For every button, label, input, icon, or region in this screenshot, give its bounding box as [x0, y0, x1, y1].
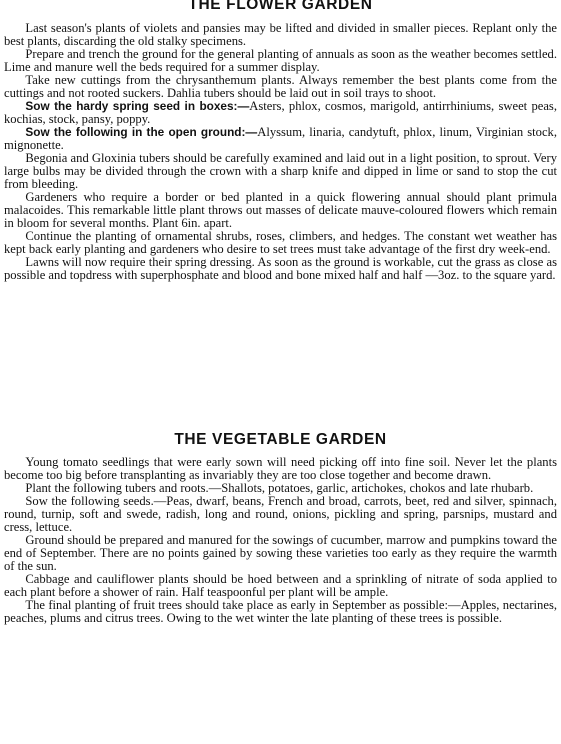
- paragraph: [4, 74, 557, 100]
- paragraph-text: Alyssum, linaria, candytuft, phlox, linum, Virginian stock, mignonette.: [4, 125, 557, 152]
- paragraph-text: Begonia and Gloxinia tubers should be carefully examined and laid out in a light position, to sprout. Very large bulbs may be divided through the crown with a sharp knife and dipped in lime or sand to stop the cut from bleeding.: [4, 151, 557, 191]
- paragraph-text: Take new cuttings from the chrysanthemum plants. Always remember the best plants come from the cuttings and not rooted suckers. Dahlia tubers should be laid out in soil trays to shoot.: [4, 73, 557, 100]
- paragraph: [4, 495, 557, 534]
- paragraph-lead: Sow the following in the open ground:—: [25, 125, 258, 139]
- paragraph: [4, 256, 557, 282]
- paragraph-text: Plant the following tubers and roots.—Shallots, potatoes, garlic, artichokes, chokos and late rhubarb.: [25, 481, 534, 495]
- paragraph-text: Prepare and trench the ground for the general planting of annuals as soon as the weather becomes settled. Lime and manure well the beds required for a summer display.: [4, 47, 557, 74]
- paragraph-text: Young tomato seedlings that were early sown will need picking off into fine soil. Never let the plants become too big before transplanting as invariably they are too close together and become drawn.: [4, 455, 557, 482]
- vegetable-garden-section: [4, 456, 557, 625]
- paragraph: [4, 152, 557, 191]
- paragraph: [4, 573, 557, 599]
- flower-garden-heading: THE FLOWER GARDEN: [188, 0, 373, 13]
- paragraph-text: Lawns will now require their spring dressing. As soon as the ground is workable, cut the grass as close as possible and topdress with superphosphate and blood and bone mixed half and half —3oz. to the square yard.: [4, 255, 557, 282]
- paragraph: [4, 456, 557, 482]
- paragraph: [4, 100, 557, 126]
- paragraph-text: Cabbage and cauliflower plants should be hoed between and a sprinkling of nitrate of soda applied to each plant before a shower of rain. Half teaspoonful per plant will be ample.: [4, 572, 557, 599]
- paragraph-text: The final planting of fruit trees should take place as early in September as possible:—Apples, nectarines, peaches, plums and citrus trees. Owing to the wet winter the late planting of these trees is possible.: [4, 598, 557, 625]
- paragraph-text: Gardeners who require a border or bed planted in a quick flowering annual should plant primula malacoides. This remarkable little plant throws out masses of delicate mauve-coloured flowers which remain in bloom for several months. Plant 6in. apart.: [4, 190, 557, 230]
- paragraph: [4, 191, 557, 230]
- paragraph-text: Ground should be prepared and manured for the sowings of cucumber, marrow and pumpkins toward the end of September. There are no points gained by sowing these varieties too early as they require the warmth of the sun.: [4, 533, 557, 573]
- paragraph-lead: Sow the hardy spring seed in boxes:—: [25, 99, 250, 113]
- paragraph-text: Asters, phlox, cosmos, marigold, antirrhiniums, sweet peas, kochias, stock, pansy, poppy.: [4, 99, 557, 126]
- paragraph: [4, 22, 557, 48]
- paragraph-text: Last season's plants of violets and pansies may be lifted and divided in smaller pieces. Replant only the best plants, discarding the old stalky specimens.: [4, 21, 557, 48]
- paragraph: [4, 534, 557, 573]
- paragraph-text: Sow the following seeds.—Peas, dwarf, beans, French and broad, carrots, beet, red and silver, spinnach, round, turnip, soft and swede, radish, long and round, onions, pickling and spring, parsnips, mustard and cress, lettuce.: [4, 494, 557, 534]
- flower-garden-section: [4, 22, 557, 282]
- paragraph: [4, 126, 557, 152]
- vegetable-garden-heading: THE VEGETABLE GARDEN: [174, 431, 387, 448]
- paragraph: [4, 48, 557, 74]
- paragraph: [4, 599, 557, 625]
- paragraph-text: Continue the planting of ornamental shrubs, roses, climbers, and hedges. The constant wet weather has kept back early planting and gardeners who desire to set trees must take advantage of the first dry week-end.: [4, 229, 557, 256]
- paragraph: [4, 230, 557, 256]
